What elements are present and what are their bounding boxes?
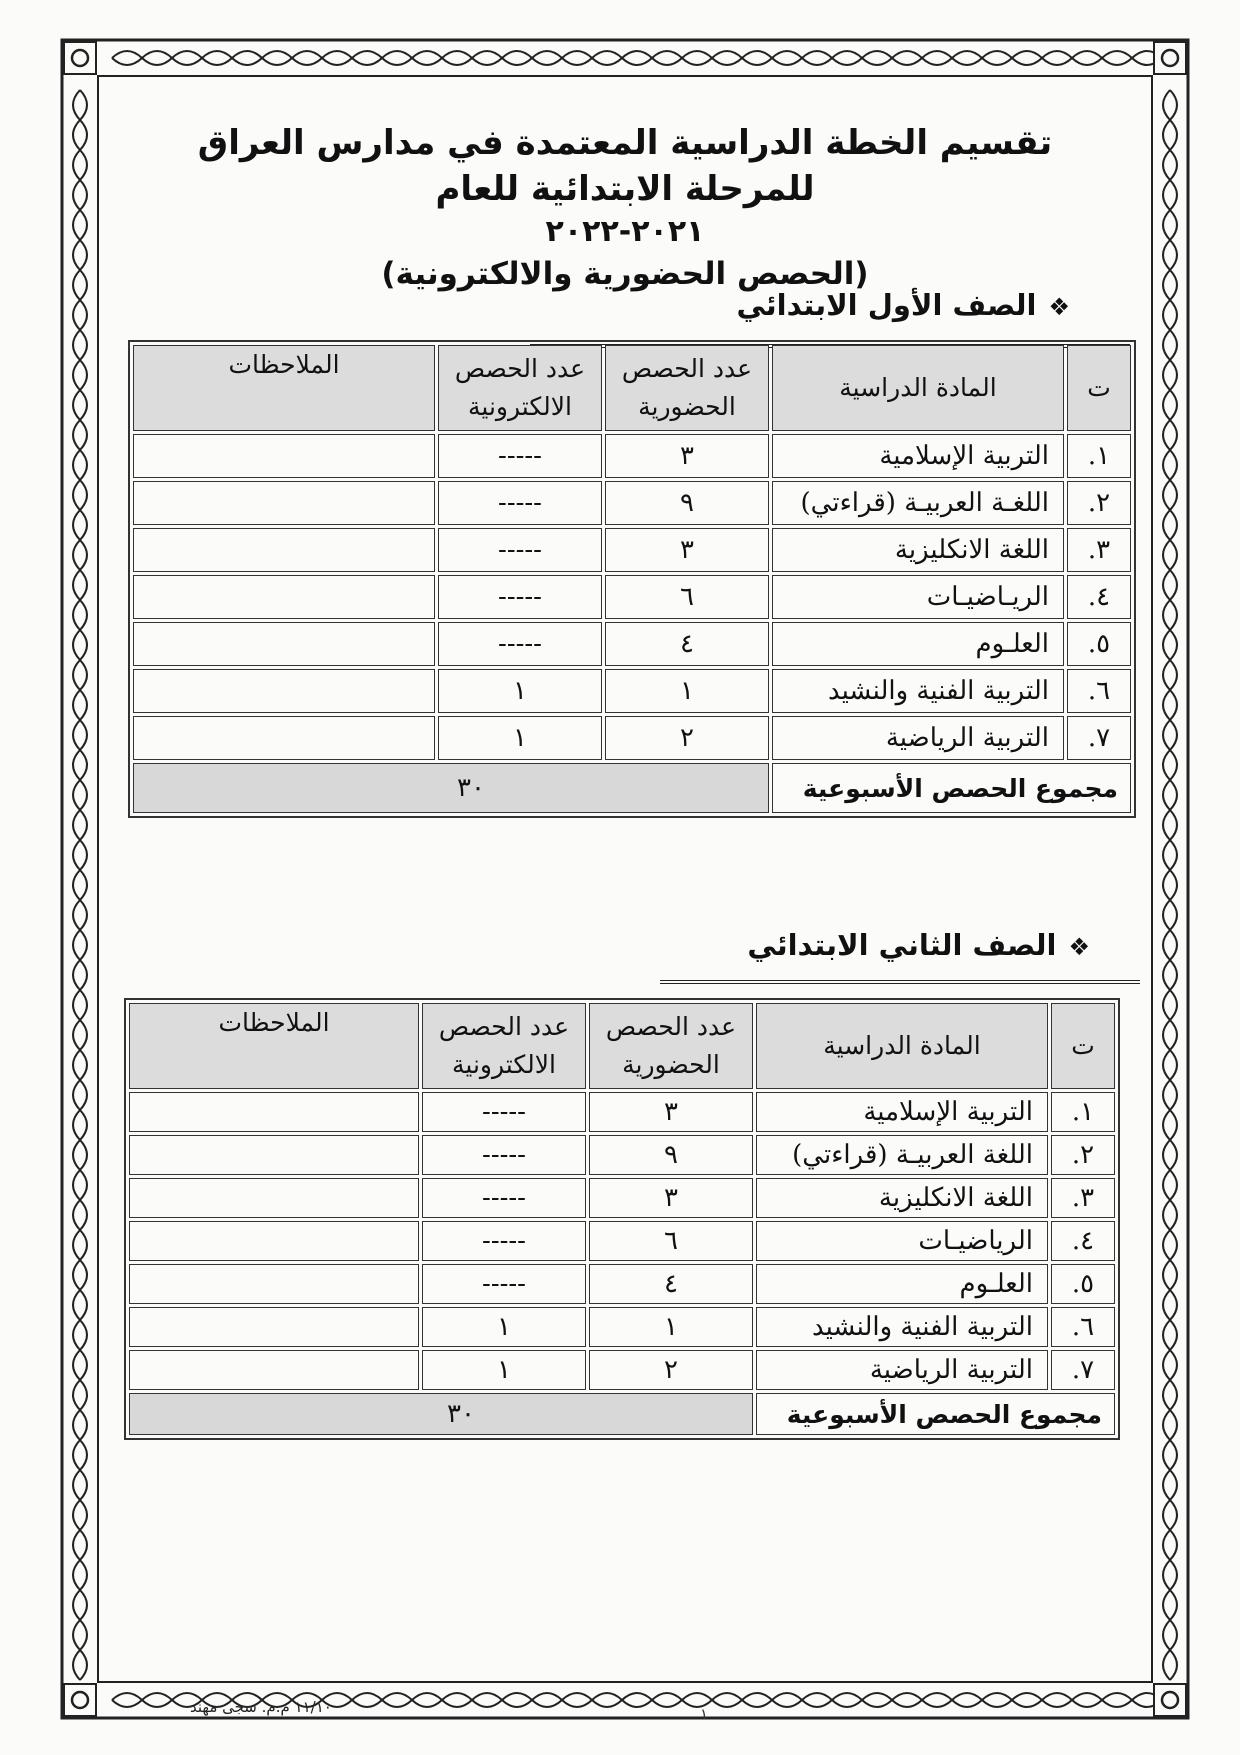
subject-cell: التربية الفنية والنشيد <box>772 669 1064 713</box>
online-cell: ----- <box>438 434 602 478</box>
col-header-online: عدد الحصص الالكترونية <box>422 1003 586 1089</box>
col-header-num: ت <box>1067 345 1131 431</box>
inperson-cell: ٤ <box>605 622 769 666</box>
subject-cell: الرياضيـات <box>756 1221 1048 1261</box>
grade1-heading-text: الصف الأول الابتدائي <box>736 288 1037 322</box>
diamond-bullet-icon: ❖ <box>1048 293 1070 321</box>
author-note: ١١/١٠ م.م. سجى مهند <box>190 1698 332 1716</box>
online-cell: ----- <box>422 1135 586 1175</box>
title-year: ٢٠٢١-٢٠٢٢ <box>545 214 705 249</box>
document-title <box>130 120 1120 296</box>
subject-cell: العلـوم <box>772 622 1064 666</box>
table-row <box>133 481 1131 525</box>
inperson-cell: ٦ <box>589 1221 753 1261</box>
subject-cell: التربية الرياضية <box>772 716 1064 760</box>
row-number: ٢. <box>1067 481 1131 525</box>
table-row <box>129 1221 1115 1261</box>
notes-cell <box>129 1092 419 1132</box>
grade2-divider <box>660 980 1140 988</box>
row-number: ٤. <box>1051 1221 1115 1261</box>
subject-cell: التربية الفنية والنشيد <box>756 1307 1048 1347</box>
notes-cell <box>129 1221 419 1261</box>
table-row <box>129 1307 1115 1347</box>
inperson-cell: ٤ <box>589 1264 753 1304</box>
row-number: ٤. <box>1067 575 1131 619</box>
notes-cell <box>133 669 435 713</box>
subject-cell: التربية الإسلامية <box>756 1092 1048 1132</box>
inperson-cell: ٩ <box>589 1135 753 1175</box>
online-cell: ----- <box>438 481 602 525</box>
subject-cell: اللغة الانكليزية <box>756 1178 1048 1218</box>
row-number: ٧. <box>1051 1350 1115 1390</box>
grade1-heading <box>736 288 1070 322</box>
total-label: مجموع الحصص الأسبوعية <box>756 1393 1115 1435</box>
col-header-notes: الملاحظات <box>129 1003 419 1089</box>
inperson-cell: ٦ <box>605 575 769 619</box>
col-header-inperson: عدد الحصص الحضورية <box>589 1003 753 1089</box>
table-row <box>129 1135 1115 1175</box>
online-cell: ----- <box>422 1264 586 1304</box>
inperson-cell: ٢ <box>605 716 769 760</box>
diamond-bullet-icon: ❖ <box>1068 933 1090 961</box>
notes-cell <box>133 622 435 666</box>
row-number: ٣. <box>1051 1178 1115 1218</box>
online-cell: ١ <box>422 1307 586 1347</box>
page-number: ١ <box>700 1705 709 1723</box>
inperson-cell: ٣ <box>605 434 769 478</box>
row-number: ٥. <box>1067 622 1131 666</box>
notes-cell <box>133 575 435 619</box>
table-row <box>129 1178 1115 1218</box>
table-row <box>129 1350 1115 1390</box>
online-cell: ----- <box>438 622 602 666</box>
subject-cell: الريـاضيـات <box>772 575 1064 619</box>
notes-cell <box>133 716 435 760</box>
table-row <box>133 575 1131 619</box>
subject-cell: التربية الإسلامية <box>772 434 1064 478</box>
subject-cell: اللغة العربيـة (قراءتي) <box>756 1135 1048 1175</box>
online-cell: ----- <box>422 1221 586 1261</box>
notes-cell <box>129 1264 419 1304</box>
col-header-subject: المادة الدراسية <box>772 345 1064 431</box>
col-header-online: عدد الحصص الالكترونية <box>438 345 602 431</box>
notes-cell <box>129 1350 419 1390</box>
total-row <box>129 1393 1115 1435</box>
title-line-1: تقسيم الخطة الدراسية المعتمدة في مدارس العراق للمرحلة الابتدائية للعام <box>197 123 1053 209</box>
online-cell: ----- <box>438 528 602 572</box>
table-row <box>133 434 1131 478</box>
total-row <box>133 763 1131 813</box>
inperson-cell: ٢ <box>589 1350 753 1390</box>
table-row <box>133 622 1131 666</box>
row-number: ٥. <box>1051 1264 1115 1304</box>
grade1-table <box>128 340 1136 818</box>
notes-cell <box>133 434 435 478</box>
subject-cell: اللغة الانكليزية <box>772 528 1064 572</box>
notes-cell <box>133 481 435 525</box>
col-header-num: ت <box>1051 1003 1115 1089</box>
online-cell: ----- <box>422 1178 586 1218</box>
notes-cell <box>129 1178 419 1218</box>
total-label: مجموع الحصص الأسبوعية <box>772 763 1131 813</box>
subject-cell: التربية الرياضية <box>756 1350 1048 1390</box>
notes-cell <box>133 528 435 572</box>
table-row <box>129 1264 1115 1304</box>
row-number: ٧. <box>1067 716 1131 760</box>
col-header-notes: الملاحظات <box>133 345 435 431</box>
inperson-cell: ٣ <box>589 1178 753 1218</box>
grade2-heading-text: الصف الثاني الابتدائي <box>747 928 1057 962</box>
inperson-cell: ٣ <box>605 528 769 572</box>
subject-cell: اللغـة العربيـة (قراءتي) <box>772 481 1064 525</box>
online-cell: ----- <box>422 1092 586 1132</box>
grade2-table <box>124 998 1120 1440</box>
inperson-cell: ١ <box>605 669 769 713</box>
col-header-inperson: عدد الحصص الحضورية <box>605 345 769 431</box>
subject-cell: العلـوم <box>756 1264 1048 1304</box>
online-cell: ١ <box>422 1350 586 1390</box>
notes-cell <box>129 1307 419 1347</box>
total-value: ٣٠ <box>133 763 769 813</box>
notes-cell <box>129 1135 419 1175</box>
row-number: ٣. <box>1067 528 1131 572</box>
inperson-cell: ٣ <box>589 1092 753 1132</box>
online-cell: ١ <box>438 716 602 760</box>
row-number: ٦. <box>1067 669 1131 713</box>
online-cell: ١ <box>438 669 602 713</box>
table-row <box>133 528 1131 572</box>
table-row <box>129 1092 1115 1132</box>
inperson-cell: ٩ <box>605 481 769 525</box>
row-number: ١. <box>1067 434 1131 478</box>
grade2-heading <box>747 928 1090 962</box>
title-subtitle: (الحصص الحضورية والالكترونية) <box>381 256 869 292</box>
row-number: ٦. <box>1051 1307 1115 1347</box>
total-value: ٣٠ <box>129 1393 753 1435</box>
row-number: ٢. <box>1051 1135 1115 1175</box>
table-row <box>133 669 1131 713</box>
inperson-cell: ١ <box>589 1307 753 1347</box>
col-header-subject: المادة الدراسية <box>756 1003 1048 1089</box>
online-cell: ----- <box>438 575 602 619</box>
row-number: ١. <box>1051 1092 1115 1132</box>
table-row <box>133 716 1131 760</box>
